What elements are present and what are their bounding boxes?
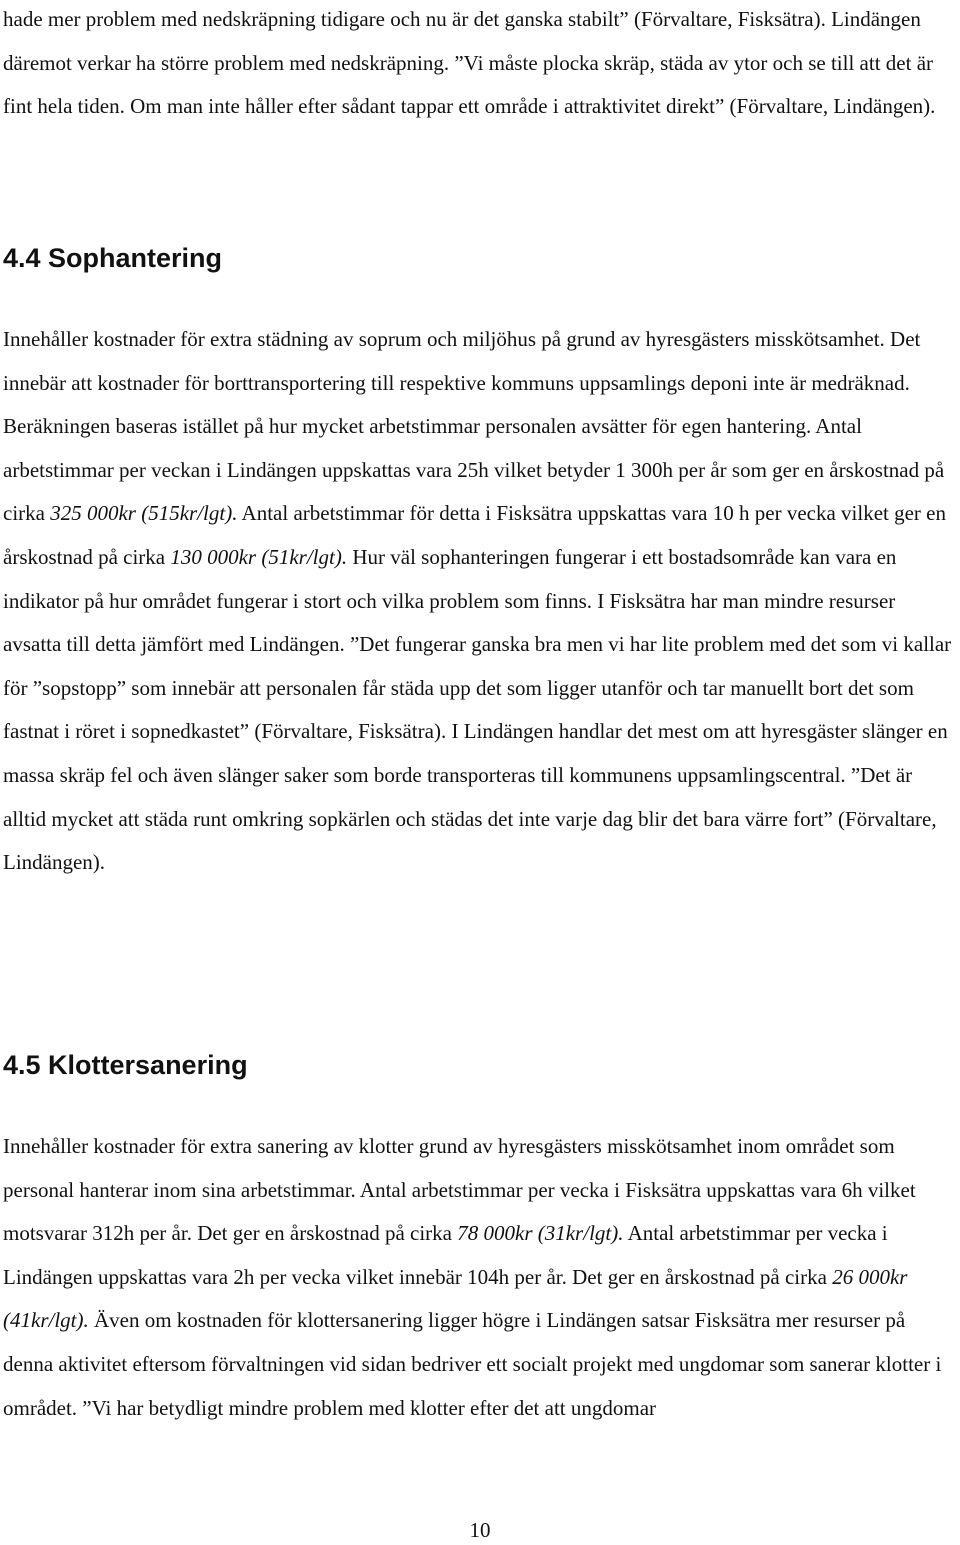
sophantering-text-3: Hur väl sophanteringen fungerar i ett bostadsområde kan vara en indikator på hur området fungerar i stort och vilka problem som finns. I Fisksätra har man mindre resurser avsatta till detta jämfört med Lindängen. ”Det fungerar ganska bra men vi har lite problem med det som vi kallar för ”sopstopp” som innebär att personalen får städa upp det som ligger utanför och tar manuellt bort det som fastnat i röret i sopnedkastet” (Förvaltare, Fisksätra). I Lindängen handlar det mest om att hyresgäster slänger en massa skräp fel och även slänger saker som borde transporteras till kommunens uppsamlingscentral. ”Det är alltid mycket att städa runt omkring sopkärlen och städas det inte varje dag blir det bara värre fort” (Förvaltare, Lindängen). — [3, 544, 952, 875]
klottersanering-cost-fisksatra: 78 000kr (31kr/lgt). — [457, 1221, 624, 1246]
intro-paragraph — [3, 0, 955, 129]
page-number: 10 — [469, 1518, 491, 1542]
sophantering-paragraph — [3, 318, 955, 885]
sophantering-text-1: Innehåller kostnader för extra städning av soprum och miljöhus på grund av hyresgästers misskötsamhet. Det innebär att kostnader för borttransportering till respektive kommuns uppsamlings deponi inte är medräknad. Beräkningen baseras istället på hur mycket arbetstimmar personalen avsätter för egen hantering. Antal arbetstimmar per veckan i Lindängen uppskattas vara 25h vilket betyder 1 300h per år som ger en årskostnad på cirka — [3, 327, 945, 526]
klottersanering-text-2: Antal arbetstimmar per vecka i Lindängen uppskattas vara 2h per vecka vilket innebär 104h per år. Det ger en årskostnad på cirka — [3, 1221, 888, 1289]
klottersanering-cost-lindangen: 26 000kr (41kr/lgt). — [3, 1264, 908, 1333]
intro-text: hade mer problem med nedskräpning tidigare och nu är det ganska stabilt” (Förvaltare, Fisksätra). Lindängen däremot verkar ha större problem med nedskräpning. ”Vi måste plocka skräp, städa av ytor och se till att det är fint hela tiden. Om man inte håller efter sådant tappar ett område i attraktivitet direkt” (Förvaltare, Lindängen). — [3, 7, 936, 119]
sophantering-cost-lindangen: 325 000kr (515kr/lgt). — [50, 501, 238, 526]
klottersanering-text-1: Innehåller kostnader för extra sanering av klotter grund av hyresgästers misskötsamhet inom området som personal hanterar inom sina arbetstimmar. Antal arbetstimmar per vecka i Fisksätra uppskattas vara 6h vilket motsvarar 312h per år. Det ger en årskostnad på cirka — [3, 1134, 916, 1246]
section-heading-klottersanering: 4.5 Klottersanering — [3, 1050, 248, 1080]
sophantering-cost-fisksatra: 130 000kr (51kr/lgt). — [170, 544, 348, 569]
klottersanering-text-3: Även om kostnaden för klottersanering ligger högre i Lindängen satsar Fisksätra mer resurser på denna aktivitet eftersom förvaltningen vid sidan bedriver ett socialt projekt med ungdomar som sanerar klotter i området. ”Vi har betydligt mindre problem med klotter efter det att ungdomar — [3, 1308, 942, 1420]
sophantering-text-2: Antal arbetstimmar för detta i Fisksätra uppskattas vara 10 h per vecka vilket ger en årskostnad på cirka — [3, 501, 946, 569]
klottersanering-paragraph — [3, 1125, 955, 1430]
section-heading-sophantering: 4.4 Sophantering — [3, 243, 223, 273]
